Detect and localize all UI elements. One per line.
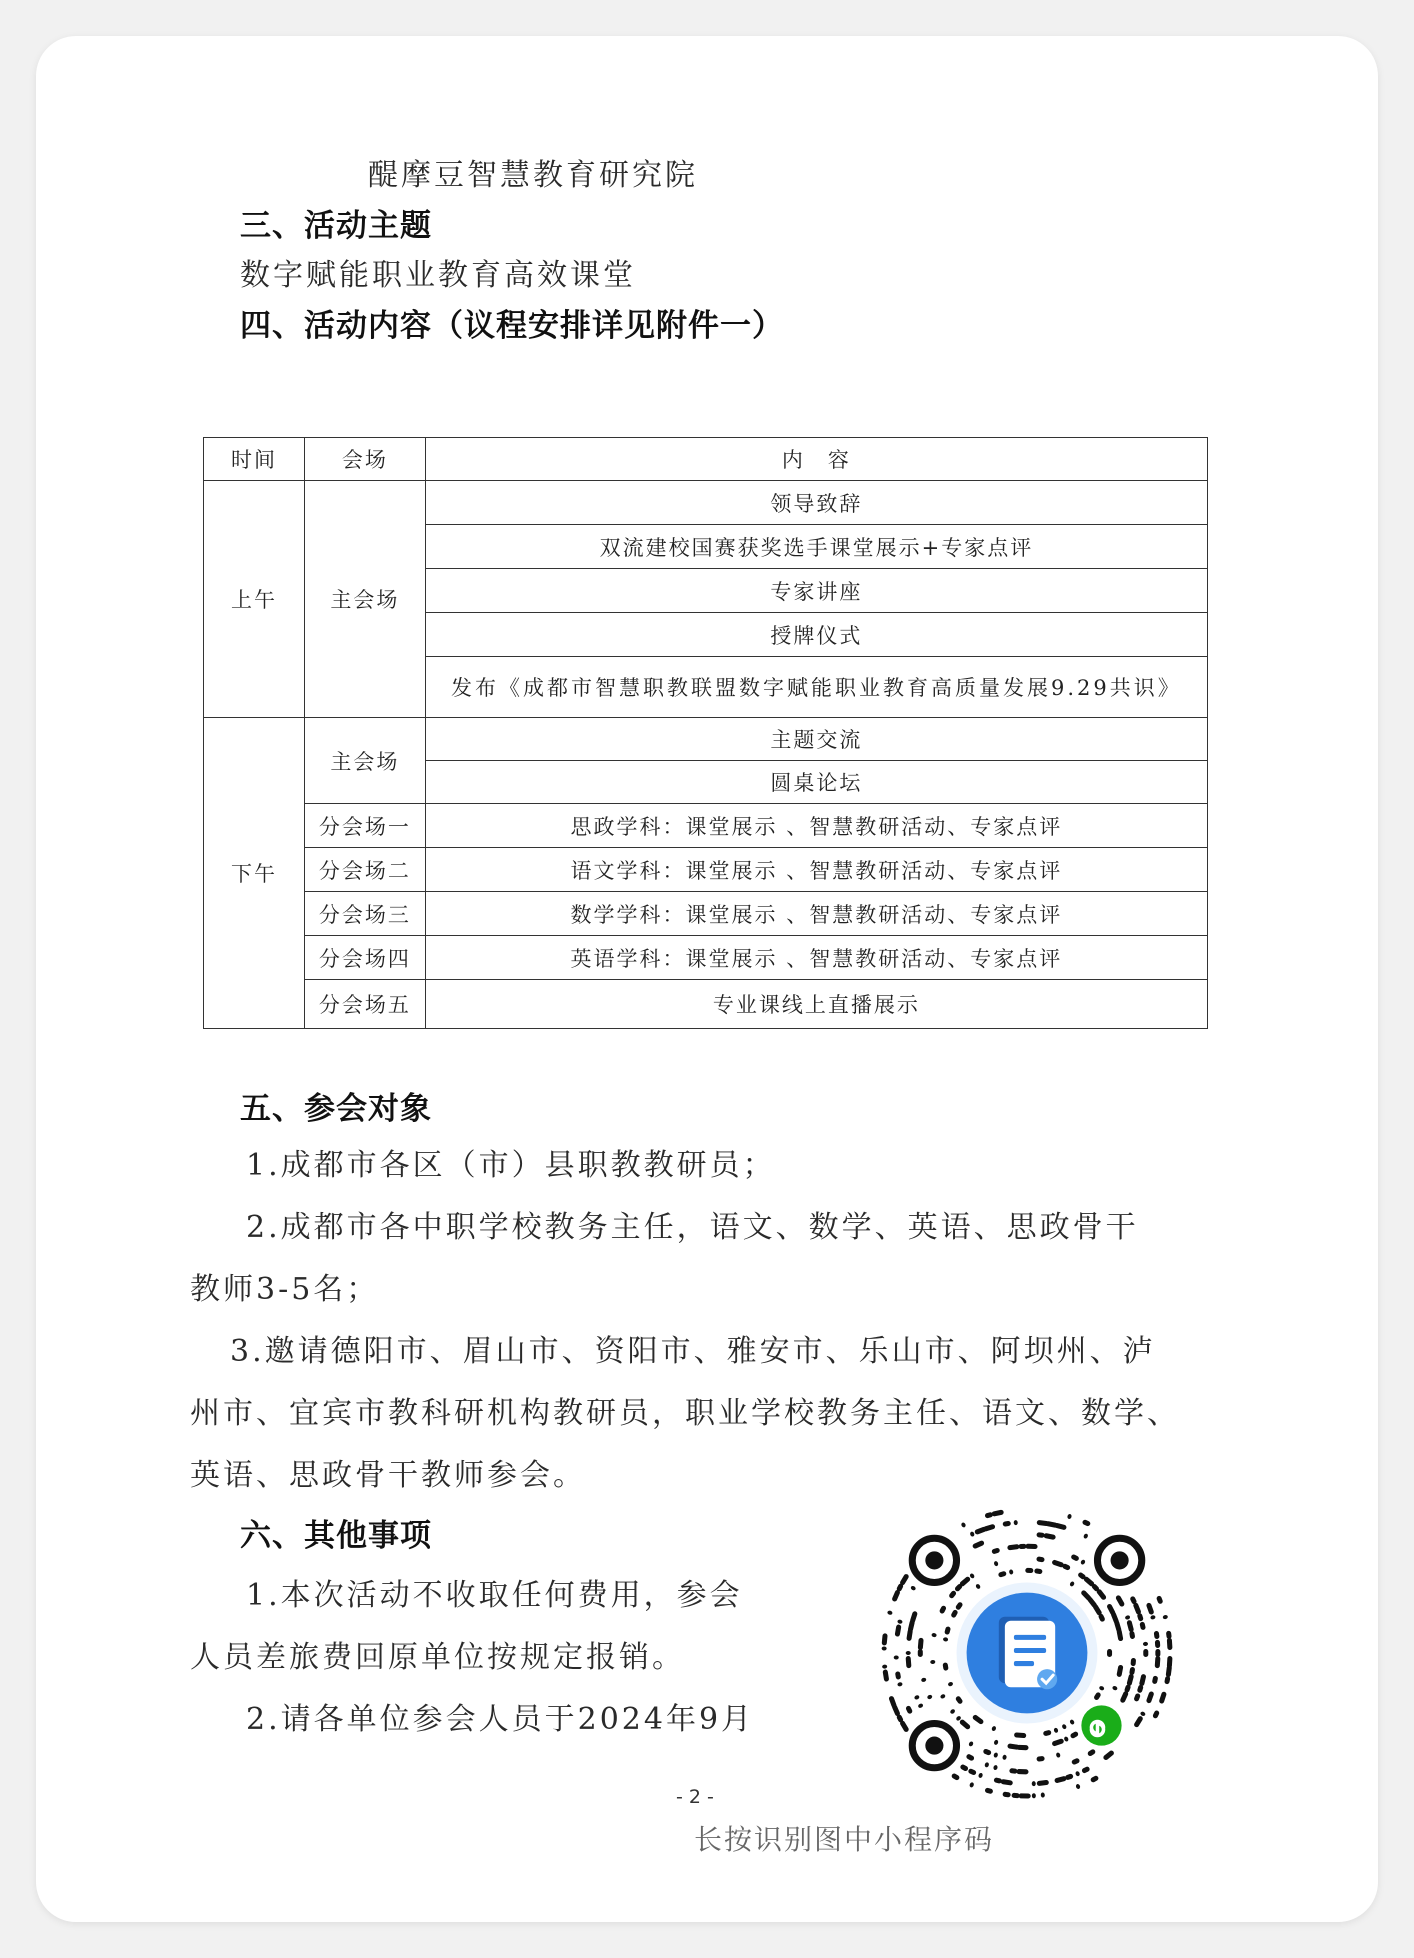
morning-time: 上午: [204, 481, 305, 718]
qr-module: [1139, 1621, 1146, 1630]
qr-module: [959, 1719, 971, 1731]
branch-content: 思政学科：课堂展示 、智慧教研活动、专家点评: [425, 804, 1207, 848]
qr-module: [1146, 1691, 1155, 1704]
qr-module: [1016, 1769, 1028, 1774]
qr-module: [972, 1714, 985, 1725]
qr-module: [1051, 1738, 1064, 1747]
qr-module: [1082, 1519, 1091, 1527]
qr-module: [1067, 1513, 1072, 1519]
section4-heading: 四、活动内容（议程安排详见附件一）: [240, 308, 784, 344]
qr-module: [984, 1762, 989, 1768]
branch-venue: 分会场二: [304, 848, 425, 892]
qr-module: [1107, 1649, 1112, 1657]
qr-module: [940, 1693, 946, 1699]
qr-module: [1019, 1793, 1031, 1798]
qr-module: [918, 1649, 923, 1657]
morning-item: 双流建校国赛获奖选手课堂展示+专家点评: [425, 525, 1207, 569]
qr-module: [993, 1739, 998, 1745]
qr-module: [930, 1660, 935, 1664]
branch-content: 英语学科：课堂展示 、智慧教研活动、专家点评: [425, 936, 1207, 980]
qr-module: [1025, 1544, 1037, 1550]
qr-module: [1009, 1569, 1014, 1575]
qr-module: [1133, 1715, 1144, 1728]
qr-module: [1036, 1556, 1045, 1562]
qr-module: [1159, 1691, 1168, 1704]
qr-module: [1002, 1521, 1011, 1527]
qr-module: [950, 1609, 958, 1618]
qr-module: [918, 1638, 924, 1650]
qr-module: [1143, 1649, 1148, 1657]
qr-module: [1129, 1667, 1135, 1676]
qr-module: [1043, 1533, 1056, 1540]
morning-item: 领导致辞: [425, 481, 1207, 525]
afternoon-time: 下午: [204, 718, 305, 1029]
qr-module: [1164, 1676, 1170, 1685]
header-time: 时间: [204, 438, 305, 481]
qr-module: [975, 1583, 981, 1589]
finder-eye-top-right: [1097, 1538, 1141, 1582]
qr-module: [1115, 1594, 1125, 1607]
branch-venue: 分会场三: [304, 892, 425, 936]
qr-module: [882, 1664, 887, 1668]
qr-module: [955, 1695, 964, 1704]
wechat-mini-program-icon: [1078, 1702, 1124, 1748]
qr-module: [1119, 1690, 1129, 1703]
qr-module: [1162, 1614, 1168, 1619]
branch-content: 数学学科：课堂展示 、智慧教研活动、专家点评: [425, 892, 1207, 936]
qr-module: [914, 1695, 920, 1701]
section5-item3-line2: 州市、宜宾市教科研机构教研员，职业学校教务主任、语文、数学、: [190, 1396, 1180, 1431]
header-venue: 会场: [304, 438, 425, 481]
qr-module: [1125, 1615, 1131, 1620]
qr-module: [1080, 1559, 1086, 1565]
qr-module: [983, 1748, 992, 1756]
qr-module: [905, 1705, 913, 1714]
section5-heading: 五、参会对象: [240, 1091, 432, 1127]
qr-module: [1087, 1748, 1096, 1757]
qr-module: [1070, 1554, 1079, 1562]
qr-module: [1037, 1780, 1050, 1786]
qr-module: [1156, 1595, 1164, 1604]
qr-module: [1143, 1642, 1148, 1646]
qr-module: [991, 1725, 997, 1731]
qr-module: [1009, 1768, 1018, 1774]
document-logo-icon: [957, 1583, 1098, 1724]
qr-module: [1000, 1779, 1013, 1786]
qr-module: [882, 1633, 888, 1646]
section5-item2-line1: 2.成都市各中职学校教务主任，语文、数学、英语、思政骨干: [246, 1210, 1139, 1245]
qr-module: [983, 1524, 996, 1532]
qr-module: [1155, 1649, 1160, 1657]
qr-module: [955, 1601, 964, 1610]
qr-module: [887, 1610, 893, 1615]
qr-module: [1150, 1615, 1156, 1620]
qr-module: [899, 1573, 910, 1586]
qr-module: [1036, 1756, 1045, 1762]
qr-module: [1166, 1665, 1173, 1678]
mini-program-qr-code[interactable]: [876, 1502, 1178, 1804]
qr-module: [961, 1522, 967, 1528]
qr-module: [984, 1787, 993, 1794]
branch-venue: 分会场一: [304, 804, 425, 848]
qr-module: [1102, 1750, 1115, 1761]
section5-item2-line2: 教师3-5名；: [190, 1272, 380, 1307]
qr-module: [1041, 1792, 1046, 1797]
qr-module: [1116, 1629, 1123, 1642]
section6-item1-line1: 1.本次活动不收取任何费用，参会: [246, 1578, 743, 1613]
table-row: [204, 848, 1208, 892]
qr-module: [1043, 1730, 1052, 1737]
qr-module: [1133, 1602, 1142, 1615]
morning-item: 专家讲座: [425, 569, 1207, 613]
qr-module: [1075, 1771, 1081, 1777]
qr-module: [1036, 1532, 1045, 1538]
qr-module: [1167, 1638, 1173, 1650]
qr-module: [943, 1637, 949, 1642]
section5-item3-line1: 3.邀请德阳市、眉山市、资阳市、雅安市、乐山市、阿坝州、泸: [230, 1334, 1156, 1369]
section5-item1: 1.成都市各区（市）县职教教研员；: [246, 1148, 776, 1183]
qr-module: [1096, 1588, 1107, 1601]
qr-module: [1154, 1631, 1160, 1640]
qr-module: [1007, 1544, 1020, 1551]
qr-module: [910, 1611, 918, 1624]
qr-module: [1014, 1732, 1026, 1738]
qr-module: [1014, 1520, 1018, 1525]
qr-module: [921, 1677, 927, 1682]
qr-module: [1112, 1685, 1118, 1691]
afternoon-main-item: 圆桌论坛: [425, 761, 1207, 804]
qr-module: [1056, 1752, 1061, 1758]
qr-module: [998, 1571, 1007, 1578]
qr-module: [897, 1682, 903, 1687]
qr-module: [993, 1765, 998, 1771]
table-row: [204, 980, 1208, 1029]
table-row: [204, 892, 1208, 936]
qr-module: [895, 1671, 901, 1680]
morning-venue: 主会场: [304, 481, 425, 718]
qr-module: [1152, 1675, 1159, 1684]
section3-text: 数字赋能职业教育高效课堂: [240, 258, 636, 293]
qr-module: [1090, 1775, 1099, 1783]
qr-module: [1166, 1631, 1172, 1640]
qr-module: [969, 1782, 975, 1788]
org-line: 醍摩豆智慧教育研究院: [368, 158, 698, 193]
qr-module: [906, 1656, 912, 1668]
qr-module: [1130, 1658, 1136, 1666]
qr-module: [959, 1576, 971, 1588]
table-row: [204, 481, 1208, 525]
qr-module: [1155, 1656, 1161, 1668]
afternoon-main-venue: 主会场: [304, 718, 425, 804]
qr-module: [939, 1605, 947, 1614]
qr-module: [927, 1694, 933, 1700]
qr-module: [1083, 1533, 1089, 1539]
table-row: [204, 718, 1208, 761]
finder-eye-bottom-left: [912, 1723, 956, 1767]
qr-module: [947, 1681, 953, 1687]
section5-item3-line3: 英语、思政骨干教师参会。: [190, 1458, 586, 1493]
qr-module: [1129, 1631, 1135, 1640]
agenda-table: [203, 437, 1208, 1029]
qr-module: [917, 1703, 923, 1709]
qr-module: [894, 1655, 899, 1659]
qr-module: [1071, 1757, 1080, 1765]
qr-module: [978, 1772, 984, 1778]
qr-module: [993, 1752, 998, 1758]
qr-module: [959, 1764, 968, 1772]
qr-module: [888, 1695, 897, 1708]
qr-module: [882, 1646, 887, 1650]
qr-module: [1152, 1710, 1160, 1719]
qr-module: [1099, 1685, 1105, 1691]
qr-module: [1002, 1754, 1007, 1760]
qr-module: [897, 1619, 903, 1624]
qr-caption: 长按识别图中小程序码: [694, 1823, 995, 1856]
qr-module: [1061, 1724, 1067, 1730]
qr-module: [1034, 1568, 1043, 1574]
section6-heading: 六、其他事项: [240, 1518, 432, 1554]
branch-content: 专业课线上直播展示: [425, 980, 1207, 1029]
qr-module: [931, 1633, 937, 1638]
branch-venue: 分会场四: [304, 936, 425, 980]
qr-module: [1063, 1736, 1069, 1742]
branch-venue: 分会场五: [304, 980, 425, 1029]
table-row: [204, 936, 1208, 980]
qr-module: [949, 1708, 955, 1714]
qr-module: [942, 1662, 948, 1671]
table-header-row: [204, 438, 1208, 481]
qr-module: [1126, 1673, 1134, 1686]
qr-module: [993, 1561, 998, 1567]
qr-module: [1054, 1522, 1067, 1530]
qr-module: [1069, 1719, 1075, 1725]
qr-module: [972, 1540, 985, 1550]
qr-module: [1032, 1781, 1036, 1786]
qr-module: [895, 1624, 902, 1637]
qr-module: [1133, 1693, 1141, 1702]
qr-module: [906, 1651, 911, 1655]
qr-module: [1011, 1793, 1019, 1799]
qr-module: [1032, 1793, 1036, 1798]
qr-module: [968, 1768, 977, 1776]
qr-module: [1081, 1766, 1090, 1774]
table-row: [204, 804, 1208, 848]
qr-module: [1093, 1691, 1102, 1700]
finder-eye-top-left: [912, 1538, 956, 1582]
qr-module: [1146, 1602, 1155, 1615]
qr-module: [1054, 1776, 1067, 1784]
branch-content: 语文学科：课堂展示 、智慧教研活动、专家点评: [425, 848, 1207, 892]
qr-module: [1053, 1727, 1059, 1733]
qr-module: [1002, 1791, 1011, 1797]
qr-module: [1018, 1544, 1026, 1549]
qr-module: [965, 1753, 974, 1761]
qr-module: [1069, 1581, 1075, 1587]
qr-module: [1075, 1783, 1081, 1789]
qr-module: [951, 1773, 960, 1781]
section6-item1-line2: 人员差旅费回原单位按规定报销。: [190, 1640, 685, 1675]
qr-module: [1025, 1568, 1033, 1573]
morning-item: 发布《成都市智慧职教联盟数字赋能职业教育高质量发展9.29共识》: [425, 657, 1207, 718]
qr-module: [969, 1531, 975, 1537]
qr-module: [991, 1547, 1000, 1554]
qr-module: [882, 1669, 889, 1682]
qr-module: [1007, 1743, 1020, 1750]
qr-module: [1140, 1711, 1146, 1717]
qr-module: [1070, 1731, 1079, 1739]
section6-item2-line1: 2.请各单位参会人员于2024年9月: [246, 1702, 755, 1737]
section3-heading: 三、活动主题: [240, 208, 432, 244]
qr-module: [910, 1585, 916, 1591]
qr-module: [944, 1626, 951, 1635]
qr-module: [1155, 1640, 1161, 1648]
qr-module: [993, 1777, 1002, 1784]
afternoon-main-item: 主题交流: [425, 718, 1207, 761]
page-number: - 2 -: [676, 1786, 714, 1808]
qr-module: [1139, 1674, 1147, 1687]
qr-module: [1126, 1620, 1134, 1633]
morning-item: 授牌仪式: [425, 613, 1207, 657]
qr-module: [991, 1509, 1004, 1516]
qr-module: [969, 1573, 975, 1579]
qr-module: [968, 1741, 974, 1747]
qr-module: [1116, 1665, 1123, 1678]
qr-module: [948, 1590, 957, 1599]
header-content: 内 容: [425, 438, 1207, 481]
